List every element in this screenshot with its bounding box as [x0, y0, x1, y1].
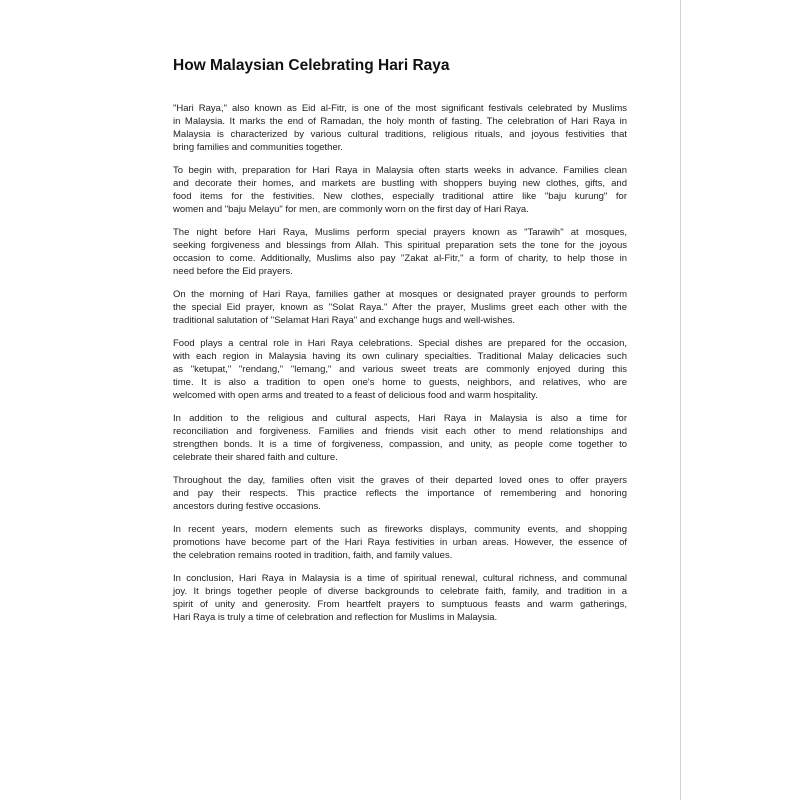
paragraph-line: seeking forgiveness and blessings from Allah. This spiritual preparation sets the tone for the joyous	[173, 240, 627, 251]
paragraph	[173, 572, 627, 624]
paragraph-line: Food plays a central role in Hari Raya celebrations. Special dishes are prepared for the occasion,	[173, 338, 627, 349]
document-title: How Malaysian Celebrating Hari Raya	[173, 57, 450, 74]
paragraph-line: On the morning of Hari Raya, families gather at mosques or designated prayer grounds to perform	[173, 289, 627, 300]
paragraph-line: welcomed with open arms and treated to a feast of delicious food and warm hospitality.	[173, 390, 538, 401]
paragraph	[173, 337, 627, 402]
paragraph	[173, 226, 627, 278]
paragraph-line: "Hari Raya," also known as Eid al-Fitr, is one of the most significant festivals celebrated by Muslims	[173, 103, 627, 114]
paragraph-line: women and "baju Melayu" for men, are commonly worn on the first day of Hari Raya.	[173, 204, 529, 215]
paragraph-line: traditional salutation of "Selamat Hari Raya" and exchange hugs and well-wishes.	[173, 315, 516, 326]
paragraph-line: with each region in Malaysia having its own culinary specialties. Traditional Malay delicacies such	[173, 351, 627, 362]
paragraph-line: time. It is also a tradition to open one's home to guests, neighbors, and relatives, who are	[173, 377, 627, 388]
paragraph-line: In addition to the religious and cultural aspects, Hari Raya in Malaysia is also a time for	[173, 413, 627, 424]
paragraph-line: strengthen bonds. It is a time of forgiveness, compassion, and unity, as people come together to	[173, 439, 627, 450]
paragraph-line: spirit of unity and generosity. From heartfelt prayers to sumptuous feasts and warm gatherings,	[173, 599, 627, 610]
paragraph-line: need before the Eid prayers.	[173, 266, 293, 277]
paragraph-line: celebrate their shared faith and culture.	[173, 452, 338, 463]
paragraph-line: ancestors during festive occasions.	[173, 501, 321, 512]
paragraph	[173, 164, 627, 216]
paragraph-line: and decorate their homes, and markets are bustling with shoppers buying new clothes, gifts, and	[173, 178, 627, 189]
paragraph-line: bring families and communities together.	[173, 142, 344, 153]
document-body	[173, 102, 627, 634]
paragraph-line: food items for the festivities. New clothes, especially traditional attire like "baju kurung" for	[173, 191, 627, 202]
paragraph-line: The night before Hari Raya, Muslims perform special prayers known as "Tarawih" at mosques,	[173, 227, 627, 238]
paragraph	[173, 288, 627, 327]
paragraph	[173, 474, 627, 513]
paragraph-line: as "ketupat," "rendang," "lemang," and various sweet treats are commonly enjoyed during this	[173, 364, 627, 375]
paragraph-line: joy. It brings together people of diverse backgrounds to celebrate faith, family, and tradition in a	[173, 586, 627, 597]
paragraph	[173, 523, 627, 562]
paragraph	[173, 412, 627, 464]
paragraph	[173, 102, 627, 154]
paragraph-line: In conclusion, Hari Raya in Malaysia is a time of spiritual renewal, cultural richness, and communal	[173, 573, 627, 584]
paragraph-line: Throughout the day, families often visit the graves of their departed loved ones to offer prayers	[173, 475, 627, 486]
paragraph-line: In recent years, modern elements such as fireworks displays, community events, and shopping	[173, 524, 627, 535]
paragraph-line: the special Eid prayer, known as "Solat Raya." After the prayer, Muslims greet each other with the	[173, 302, 627, 313]
page-edge-divider	[680, 0, 681, 800]
paragraph-line: occasion to come. Additionally, Muslims also pay "Zakat al-Fitr," a form of charity, to help those in	[173, 253, 627, 264]
paragraph-line: Hari Raya is truly a time of celebration and reflection for Muslims in Malaysia.	[173, 612, 498, 623]
paragraph-line: and pay their respects. This practice reflects the importance of remembering and honoring	[173, 488, 627, 499]
paragraph-line: promotions have become part of the Hari Raya festivities in urban areas. However, the essence of	[173, 537, 627, 548]
paragraph-line: Malaysia is characterized by various cultural traditions, religious rituals, and joyous festivities that	[173, 129, 627, 140]
paragraph-line: in Malaysia. It marks the end of Ramadan, the holy month of fasting. The celebration of Hari Raya in	[173, 116, 627, 127]
paragraph-line: the celebration remains rooted in tradition, faith, and family values.	[173, 550, 453, 561]
paragraph-line: reconciliation and forgiveness. Families and friends visit each other to mend relationships and	[173, 426, 627, 437]
paragraph-line: To begin with, preparation for Hari Raya in Malaysia often starts weeks in advance. Families clean	[173, 165, 627, 176]
